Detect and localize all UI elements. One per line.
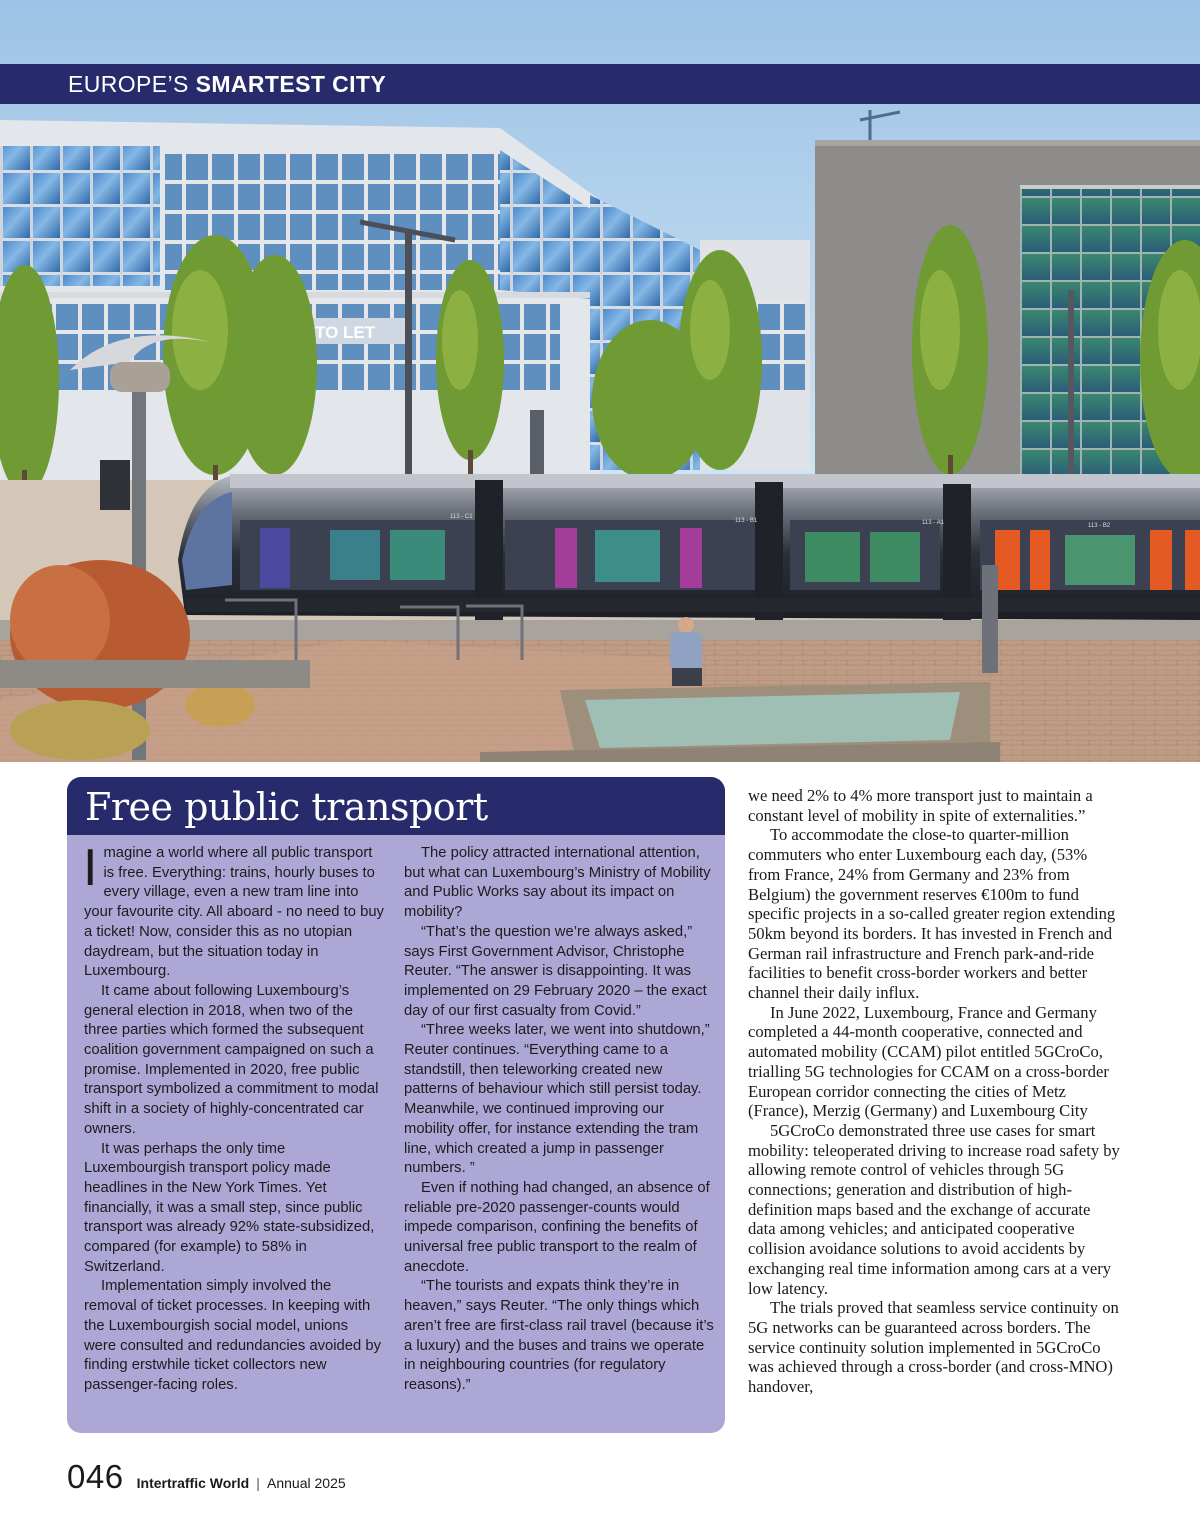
paragraph: To accommodate the close-to quarter-million commuters who enter Luxembourg each day, (53% from France, 24% from Germany and 23% from Belgium) the government reserves €100m to fund specific projects in a so-called greater region extending 50km beyond its borders. It has invested in French and German rail infrastructure and French park-and-ride facilities to benefit cross-border workers and better channel their daily influx. — [748, 825, 1116, 1003]
page-number: 046 — [67, 1458, 124, 1495]
paragraph: The trials proved that seamless service continuity on 5G networks can be guaranteed across borders. The service continuity solution implemented in 5GCroCo was achieved through a cross-border (and cross-MNO) handover, — [748, 1298, 1119, 1397]
section-label — [68, 71, 386, 97]
paragraph: In June 2022, Luxembourg, France and Germany completed a 44-month cooperative, connected and automated mobility (CCAM) pilot entitled 5GCroCo, trialling 5G technologies for CCAM on a cross-border European corridor connecting the cities of Metz (France), Merzig (Germany) and Luxembourg City — [748, 1002, 1109, 1121]
tram-city-illustration — [0, 0, 1200, 762]
main-article-column — [748, 786, 1120, 1397]
paragraph: “Three weeks later, we went into shutdown,” Reuter continues. “Everything came to a standstill, then teleworking created new patterns of behaviour which still persist today. Meanwhile, we continued improving our mobility offer, for instance extending the tram line, which created a jump in passenger numbers. ” — [404, 1022, 710, 1177]
page-footer — [67, 1458, 346, 1498]
paragraph: It came about following Luxembourg’s general election in 2018, when two of the three parties which formed the subsequent coalition government campaigned on such a promise. Implemented in 2020, free public transport symbolized a commitment to modal shift in a society of highly-concentrated car owners. — [84, 982, 379, 1137]
paragraph-text: magine a world where all public transport is free. Everything: trains, hourly buses to every village, even a new tram line into your favourite city. All aboard - no need to buy a ticket! Now, consider this as no utopian daydream, but the situation today in Luxembourg. — [84, 845, 384, 980]
paragraph: Implementation simply involved the removal of ticket processes. In keeping with the Luxembourgish social model, unions were consulted and redundancies avoided by finding erstwhile ticket collectors new passenger-facing roles. — [84, 1278, 381, 1393]
issue-label: Annual 2025 — [267, 1475, 346, 1491]
tram-number: 113 - A1 — [922, 520, 944, 526]
tram-number: 113 - C1 — [450, 514, 473, 520]
tram-number: 113 - B1 — [735, 518, 758, 524]
footer-separator: | — [256, 1475, 260, 1491]
tram-number: 113 - B2 — [1088, 523, 1111, 529]
paragraph: The policy attracted international attention, but what can Luxembourg’s Ministry of Mobility and Public Works say about its impact on mobility? — [404, 845, 711, 921]
sidebar-column-1 — [83, 839, 384, 1396]
sidebar-header — [67, 777, 725, 835]
section-header-bar — [0, 64, 1200, 104]
paragraph: “That’s the question we’re always asked,” says First Government Advisor, Christophe Reuter. “The answer is disappointing. It was implemented on 29 February 2020 – the exact day of our first casualty from Covid.” — [404, 923, 707, 1019]
paragraph: It was perhaps the only time Luxembourgish transport policy made headlines in the New York Times. Yet financially, it was a small step, since public transport was already 92% state-subsidized, compared (for example) to 58% in Switzerland. — [84, 1140, 375, 1275]
sidebar-box — [67, 777, 725, 1433]
paragraph: 5GCroCo demonstrated three use cases for smart mobility: teleoperated driving to increase road safety by allowing remote control of vehicles through 5G connections; generation and distribution of high-definition maps based and the exchange of accurate data among vehicles; and anticipated cooperative collision avoidance solutions to avoid accidents by exchanging real time information among cars at a very low latency. — [748, 1120, 1120, 1298]
tram — [178, 474, 1200, 620]
publication-name: Intertraffic World — [136, 1475, 250, 1491]
sidebar-title: Free public transport — [85, 785, 488, 829]
hero-photo — [0, 0, 1200, 762]
paragraph: Even if nothing had changed, an absence of reliable pre-2020 passenger-counts would impede comparison, confining the benefits of universal free public transport to the realm of anecdote. — [404, 1179, 710, 1275]
section-label-bold: SMARTEST CITY — [195, 71, 387, 97]
to-let-sign: TO LET — [315, 323, 376, 342]
paragraph — [83, 839, 384, 982]
sidebar-column-2 — [404, 844, 714, 1396]
section-label-light: EUROPE’S — [68, 71, 196, 97]
drop-cap: I — [83, 839, 98, 897]
paragraph: we need 2% to 4% more transport just to maintain a constant level of mobility in spite of externalities.” — [748, 786, 1093, 825]
paragraph: “The tourists and expats think they’re in heaven,” says Reuter. “The only things which aren’t free are first-class rail travel (because it’s a luxury) and the buses and trains we operate in neighbouring countries (for regulatory reasons).” — [404, 1278, 714, 1393]
